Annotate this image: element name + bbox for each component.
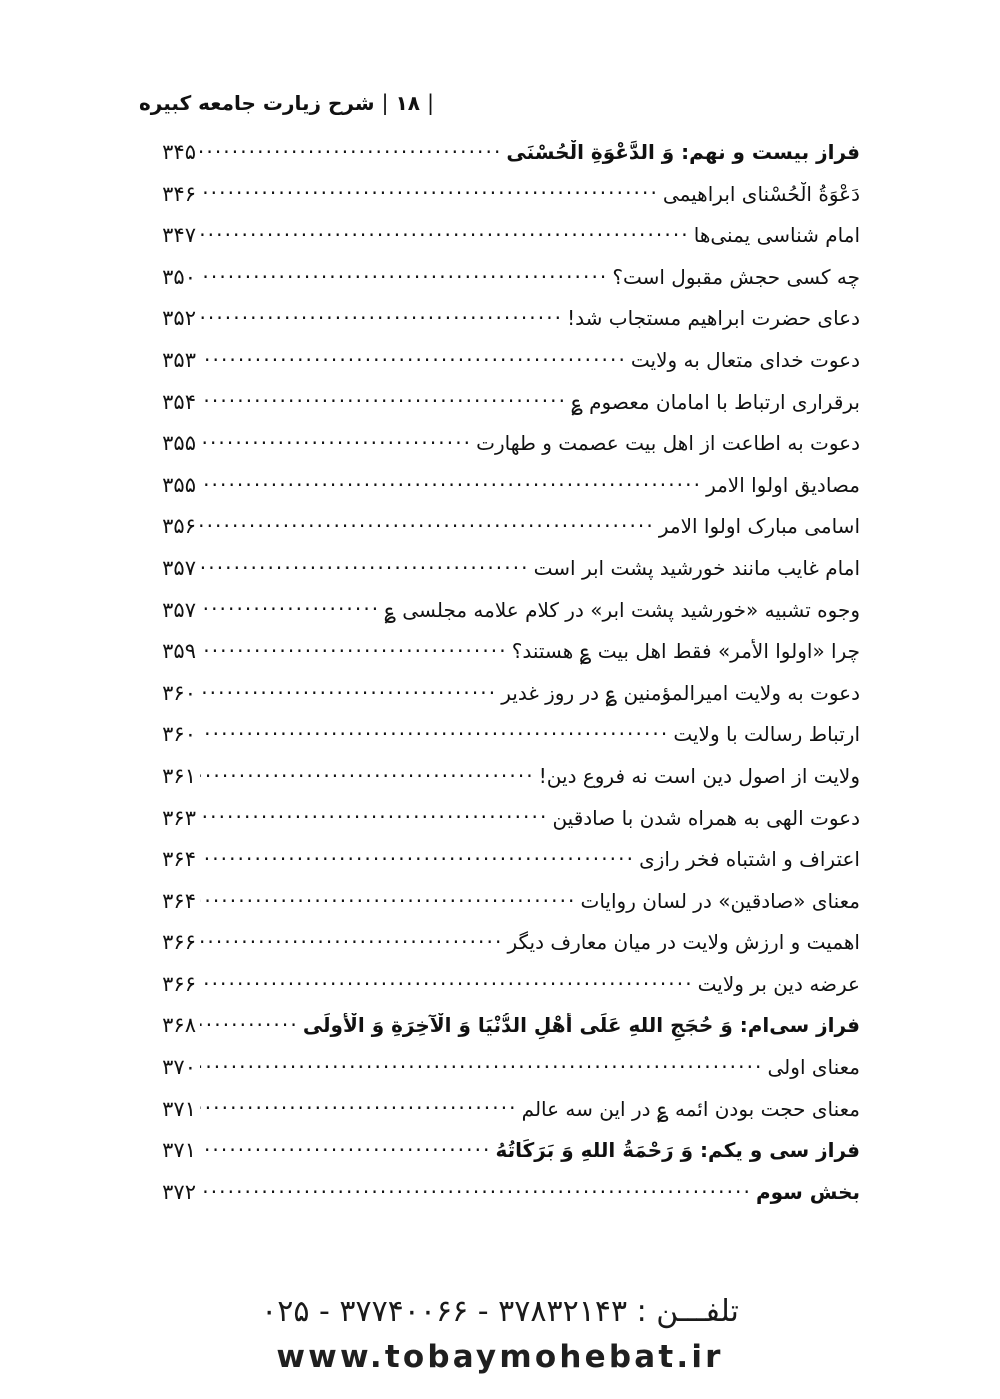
toc-leader-dots [200,892,577,908]
toc-leader-dots [200,559,530,575]
toc-entry-page-number: ۳۴۵ [162,140,196,164]
toc-entry-page-number: ۳۵۶ [162,514,196,539]
toc-entry-title: چه کسی حجش مقبول است؟ [612,264,860,289]
toc-leader-dots [200,809,548,825]
toc-leader-dots [200,309,563,325]
toc-entry-page-number: ۳۵۵ [162,431,196,456]
toc-entry[interactable] [138,639,860,681]
toc-entry-page-number: ۳۴۶ [162,181,196,206]
toc-leader-dots [200,351,627,367]
toc-entry[interactable] [138,556,860,598]
toc-entry-page-number: ۳۶۱ [162,763,196,788]
toc-entry[interactable] [138,1138,860,1180]
toc-leader-dots [200,767,535,783]
running-header [140,86,860,120]
header-page-number: ۱۸ [395,91,420,115]
toc-leader-dots [200,434,472,450]
toc-leader-dots [200,642,508,658]
toc-entry[interactable] [138,1180,860,1222]
toc-entry-page-number: ۳۶۴ [162,888,196,913]
toc-entry-page-number: ۳۵۴ [162,389,196,414]
page-footer [0,1294,1000,1375]
toc-entry-title: فراز بیست و نهم: وَ الدَّعْوَةِ الْحُسْنَی [506,140,860,164]
toc-leader-dots [200,1100,518,1116]
toc-leader-dots [200,684,497,700]
toc-entry-title: دَعْوَةُ الْحُسْنای ابراهیمی [662,181,860,206]
toc-leader-dots [200,268,608,284]
toc-entry-page-number: ۳۶۰ [162,680,196,705]
toc-leader-dots [200,517,655,533]
toc-entry[interactable] [138,514,860,556]
toc-entry-title: ولایت از اصول دین است نه فروع دین! [538,763,860,788]
toc-leader-dots [200,476,702,492]
toc-entry[interactable] [138,972,860,1014]
toc-entry-title: عرضه دین بر ولایت [697,971,860,996]
toc-entry[interactable] [138,431,860,473]
toc-entry[interactable] [138,223,860,265]
toc-leader-dots [200,1141,492,1157]
header-separator-left: | [381,91,389,115]
toc-entry-page-number: ۳۵۰ [162,264,196,289]
toc-leader-dots [200,143,502,159]
toc-entry-title: معنای «صادقین» در لسان روایات [580,888,860,913]
toc-entry-title: اعتراف و اشتباه فخر رازی [639,847,860,872]
toc-leader-dots [200,226,690,242]
footer-phone: تلفـــن : ۳۷۸۳۲۱۴۳ - ۳۷۷۴۰۰۶۶ - ۰۲۵ [261,1294,739,1329]
toc-entry-title: دعوت خدای متعال به ولایت [630,347,860,372]
header-separator-right: | [427,91,435,115]
toc-entry-title: دعوت الهی به همراه شدن با صادقین [552,805,860,830]
toc-entry[interactable] [138,265,860,307]
toc-entry-page-number: ۳۶۶ [162,971,196,996]
toc-entry[interactable] [138,806,860,848]
toc-entry[interactable] [138,681,860,723]
toc-entry-page-number: ۳۵۷ [162,555,196,580]
header-book-title: شرح زیارت جامعه کبیره [139,91,375,115]
toc-entry-page-number: ۳۷۱ [162,1096,196,1121]
toc-entry-page-number: ۳۵۲ [162,306,196,331]
toc-leader-dots [200,601,380,617]
toc-entry[interactable] [138,390,860,432]
toc-entry-page-number: ۳۷۰ [162,1055,196,1080]
toc-entry[interactable] [138,847,860,889]
toc-entry-page-number: ۳۵۷ [162,597,196,622]
toc-entry-page-number: ۳۵۵ [162,472,196,497]
toc-entry-page-number: ۳۶۴ [162,847,196,872]
toc-leader-dots [200,1183,752,1199]
toc-entry[interactable] [138,473,860,515]
toc-entry-title: بخش سوم [755,1179,860,1204]
toc-entry-title: برقراری ارتباط با امامان معصوم ؏ [571,389,860,414]
toc-entry-title: دعوت به اطاعت از اهل بیت عصمت و طهارت [476,431,860,456]
toc-entry-title: وجوه تشبیه «خورشید پشت ابر» در کلام علامه مجلسی ؏ [384,597,860,622]
toc-entry[interactable] [138,764,860,806]
toc-entry[interactable] [138,930,860,972]
toc-entry-page-number: ۳۶۰ [162,722,196,747]
toc-leader-dots [200,850,635,866]
toc-entry-page-number: ۳۵۳ [162,347,196,372]
toc-entry-title: اسامی مبارک اولوا الامر [658,514,860,539]
toc-entry-title: دعای حضرت ابراهیم مستجاب شد! [567,306,860,331]
toc-leader-dots [200,1058,764,1074]
toc-entry-title: اهمیت و ارزش ولایت در میان معارف دیگر [507,930,860,955]
toc-entry[interactable] [138,1097,860,1139]
toc-entry[interactable] [138,1013,860,1055]
footer-website: www.tobaymohebat.ir [276,1339,724,1375]
toc-entry[interactable] [138,598,860,640]
toc-entry-title: دعوت به ولایت امیرالمؤمنین ؏ در روز غدیر [501,680,860,705]
toc-entry-page-number: ۳۵۹ [162,639,196,664]
toc-entry-title: امام شناسی یمنی‌ها [693,223,860,248]
toc-leader-dots [200,393,567,409]
toc-entry-title: معنای حجت بودن ائمه ؏ در این سه عالم [521,1096,860,1121]
toc-entry-title: معنای اولی [767,1055,860,1080]
toc-entry-page-number: ۳۶۳ [162,805,196,830]
toc-entry-page-number: ۳۴۷ [162,223,196,248]
toc-entry-title: مصادیق اولوا الامر [706,472,860,497]
toc-entry[interactable] [138,140,860,182]
toc-leader-dots [200,185,659,201]
table-of-contents [138,140,860,1221]
toc-leader-dots [200,933,503,949]
toc-entry[interactable] [138,722,860,764]
toc-entry[interactable] [138,1055,860,1097]
toc-entry-page-number: ۳۷۲ [162,1179,196,1204]
toc-entry[interactable] [138,889,860,931]
toc-leader-dots [200,725,669,741]
toc-entry-title: فراز سی‌ام: وَ حُجَجِ اللهِ عَلَی أَهْلِ الدُّنْیَا وَ الْآخِرَةِ وَ الْأُولَی [302,1013,860,1038]
toc-entry-title: ارتباط رسالت با ولایت [673,722,860,747]
toc-entry-title: چرا «اولوا الأمر» فقط اهل بیت ؏ هستند؟ [511,639,860,664]
toc-leader-dots [200,975,694,991]
toc-entry[interactable] [138,182,860,224]
toc-entry-title: امام غایب مانند خورشید پشت ابر است [533,555,860,580]
toc-entry-page-number: ۳۷۱ [162,1138,196,1163]
toc-leader-dots [200,1016,299,1032]
toc-entry-title: فراز سی و یکم: وَ رَحْمَةُ اللهِ وَ بَرَكَاتُهُ [495,1138,860,1163]
toc-entry-page-number: ۳۶۶ [162,930,196,955]
toc-entry-page-number: ۳۶۸ [162,1013,196,1038]
toc-entry[interactable] [138,348,860,390]
toc-entry[interactable] [138,306,860,348]
